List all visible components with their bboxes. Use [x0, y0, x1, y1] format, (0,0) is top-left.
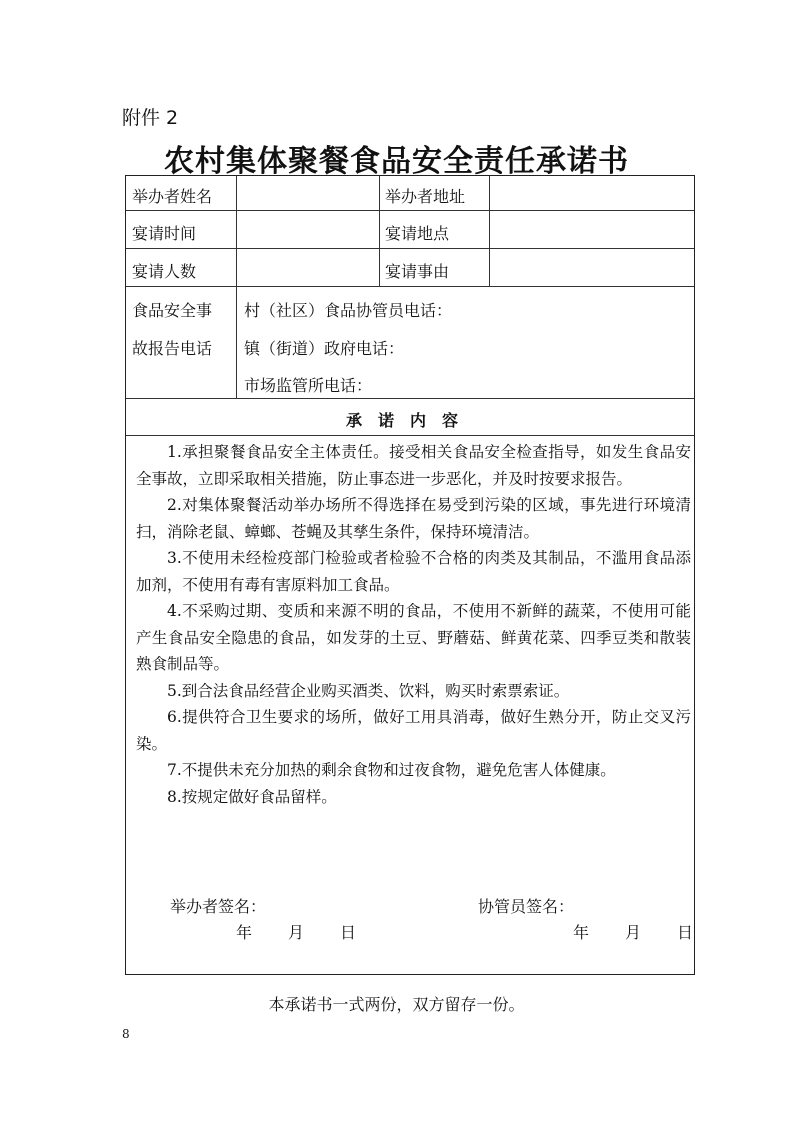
row-divider [126, 286, 694, 287]
report-phone-label-line1: 食品安全事 [132, 301, 213, 320]
organizer-date[interactable] [236, 920, 356, 943]
column-divider [379, 176, 380, 286]
day-label: 日 [677, 923, 694, 942]
clause-item: 6.提供符合卫生要求的场所，做好工用具消毒，做好生熟分开，防止交叉污染。 [136, 708, 691, 753]
banquet-count-label: 宴请人数 [132, 262, 197, 281]
banquet-place-label: 宴请地点 [385, 224, 450, 243]
banquet-time-label: 宴请时间 [132, 224, 197, 243]
footnote: 本承诺书一式两份，双方留存一份。 [268, 995, 525, 1014]
month-label: 月 [625, 923, 642, 942]
year-label: 年 [236, 923, 253, 942]
report-phone-label-line2: 故报告电话 [132, 339, 213, 358]
row-divider [126, 398, 694, 399]
organizer-name-label: 举办者姓名 [132, 187, 213, 206]
clause-item: 5.到合法食品经营企业购买酒类、饮料，购买时索票索证。 [167, 681, 570, 700]
organizer-name-field[interactable] [237, 177, 378, 210]
clause-item: 4.不采购过期、变质和来源不明的食品，不使用不新鲜的蔬菜，不使用可能产生食品安全隐患的食品，如发芽的土豆、野蘑菇、鲜黄花菜、四季豆类和散装熟食制品等。 [136, 602, 691, 673]
market-phone-line[interactable]: 市场监管所电话： [244, 376, 373, 395]
organizer-address-label: 举办者地址 [385, 187, 466, 206]
year-label: 年 [573, 923, 590, 942]
row-divider [126, 435, 694, 436]
banquet-place-field[interactable] [490, 211, 694, 248]
banquet-reason-label: 宴请事由 [385, 262, 450, 281]
page-number: 8 [122, 1027, 130, 1041]
organizer-signature-label[interactable]: 举办者签名： [170, 897, 267, 916]
banquet-time-field[interactable] [237, 211, 378, 248]
coordinator-date[interactable] [573, 920, 693, 943]
attachment-label: 附件 2 [122, 107, 179, 129]
village-phone-line[interactable]: 村（社区）食品协管员电话： [244, 301, 453, 320]
organizer-address-field[interactable] [490, 177, 694, 210]
document-title: 农村集体聚餐食品安全责任承诺书 [164, 144, 629, 179]
section-title: 承诺内容 [345, 411, 474, 430]
clause-item: 1.承担聚餐食品安全主体责任。接受相关食品安全检查指导，如发生食品安全事故，立即采取相关措施，防止事态进一步恶化，并及时按要求报告。 [136, 443, 691, 488]
coordinator-signature-label[interactable]: 协管员签名： [478, 897, 575, 916]
clause-item: 8.按规定做好食品留样。 [167, 787, 337, 806]
commitment-form [125, 175, 695, 975]
clause-item: 2.对集体聚餐活动举办场所不得选择在易受到污染的区域，事先进行环境清扫，消除老鼠、蟑螂、苍蝇及其孳生条件，保持环境清洁。 [136, 496, 691, 541]
clause-item: 7.不提供未充分加热的剩余食物和过夜食物，避免危害人体健康。 [167, 761, 616, 779]
banquet-count-field[interactable] [237, 249, 378, 286]
banquet-reason-field[interactable] [490, 249, 694, 286]
commitment-clauses [136, 439, 691, 810]
clause-item: 3.不使用未经检疫部门检验或者检验不合格的肉类及其制品，不滥用食品添加剂，不使用有毒有害原料加工食品。 [136, 549, 691, 594]
town-phone-line[interactable]: 镇（街道）政府电话： [244, 339, 405, 358]
day-label: 日 [340, 923, 357, 942]
month-label: 月 [288, 923, 305, 942]
